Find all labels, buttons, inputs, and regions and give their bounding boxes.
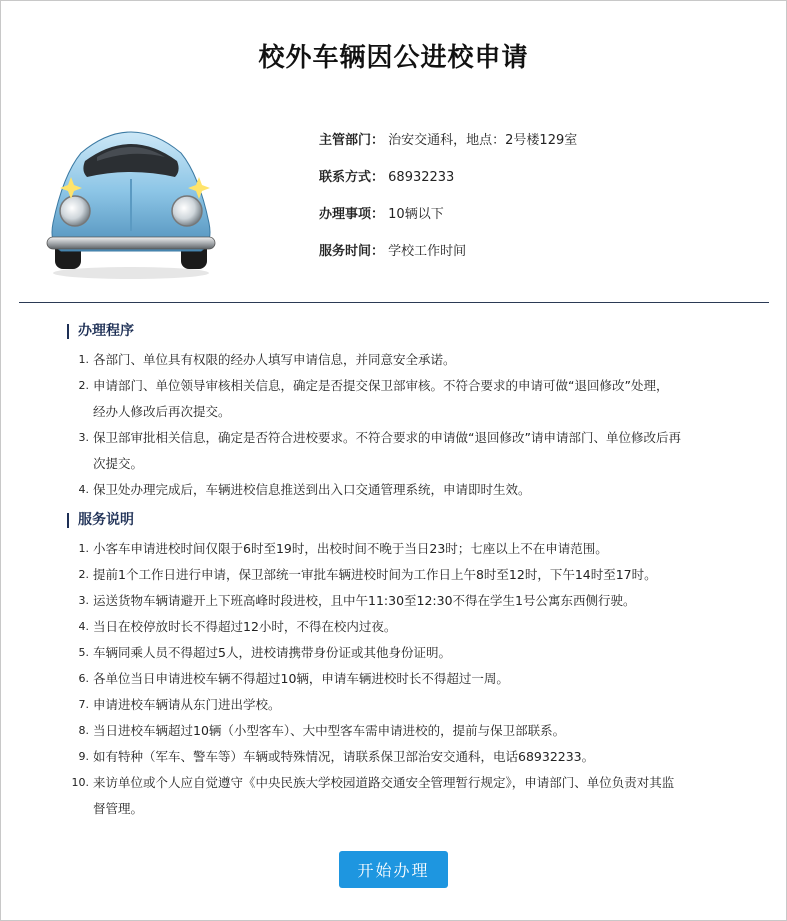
list-number: 1. (78, 353, 89, 366)
list-number: 4. (78, 483, 89, 496)
list-item (78, 347, 743, 373)
list-text: 保卫部审批相关信息，确定是否符合进校要求。不符合要求的申请做“退回修改”请申请部门、单位修改后再 (93, 430, 681, 445)
list-text: 提前1个工作日进行申请，保卫部统一审批车辆进校时间为工作日上午8时至12时，下午14时至17时。 (93, 567, 657, 582)
info-row-department (319, 129, 577, 166)
list-text: 当日在校停放时长不得超过12小时，不得在校内过夜。 (93, 619, 397, 634)
list-text: 各单位当日申请进校车辆不得超过10辆，申请车辆进校时长不得超过一周。 (93, 671, 509, 686)
list-number: 10. (71, 776, 89, 789)
list-item (78, 588, 743, 614)
procedure-section-title: 办理程序 (67, 324, 134, 339)
list-text-continued: 经办人修改后再次提交。 (93, 404, 231, 419)
list-number: 1. (78, 542, 89, 555)
info-row-matters (319, 203, 577, 240)
procedure-list (78, 347, 743, 503)
list-number: 7. (78, 698, 89, 711)
list-item (78, 373, 743, 425)
list-number: 3. (78, 431, 89, 444)
list-item (78, 744, 743, 770)
info-row-contact (319, 166, 577, 203)
list-item (78, 477, 743, 503)
car-icon (41, 113, 221, 283)
list-text: 当日进校车辆超过10辆（小型客车）、大中型客车需申请进校的，提前与保卫部联系。 (93, 723, 566, 738)
list-item (78, 692, 743, 718)
list-number: 3. (78, 594, 89, 607)
info-label: 主管部门： (319, 133, 385, 148)
list-number: 2. (78, 568, 89, 581)
list-number: 2. (78, 379, 89, 392)
info-row-service-time (319, 240, 577, 277)
list-item (71, 770, 743, 822)
list-text: 车辆同乘人员不得超过5人，进校请携带身份证或其他身份证明。 (93, 645, 451, 660)
list-number: 8. (78, 724, 89, 737)
list-item (78, 640, 743, 666)
list-text-continued: 次提交。 (93, 456, 144, 471)
list-item (78, 666, 743, 692)
info-value: 68932233 (388, 170, 455, 185)
list-text-continued: 督管理。 (93, 801, 144, 816)
info-value: 10辆以下 (388, 207, 444, 222)
info-label: 服务时间： (319, 244, 385, 259)
list-text: 小客车申请进校时间仅限于6时至19时，出校时间不晚于当日23时；七座以上不在申请范围。 (93, 541, 608, 556)
list-number: 6. (78, 672, 89, 685)
list-item (78, 614, 743, 640)
info-value: 治安交通科，地点：2号楼129室 (388, 133, 578, 148)
list-text: 运送货物车辆请避开上下班高峰时段进校，且中午11:30至12:30不得在学生1号公寓东西侧行驶。 (93, 593, 636, 608)
list-number: 4. (78, 620, 89, 633)
list-item (78, 536, 743, 562)
list-item (78, 562, 743, 588)
page-title: 校外车辆因公进校申请 (258, 43, 529, 73)
list-item (78, 425, 743, 477)
service-section-title: 服务说明 (67, 513, 134, 528)
list-text: 申请进校车辆请从东门进出学校。 (93, 697, 281, 712)
list-text: 来访单位或个人应自觉遵守《中央民族大学校园道路交通安全管理暂行规定》，申请部门、单位负责对其监 (93, 775, 675, 790)
info-label: 联系方式： (319, 170, 385, 185)
info-label: 办理事项： (319, 207, 385, 222)
header-divider (19, 302, 769, 303)
list-text: 各部门、单位具有权限的经办人填写申请信息，并同意安全承诺。 (93, 352, 456, 367)
info-value: 学校工作时间 (388, 244, 467, 259)
list-text: 申请部门、单位领导审核相关信息，确定是否提交保卫部审核。不符合要求的申请可做“退回修改”处理， (93, 378, 669, 393)
list-number: 5. (78, 646, 89, 659)
start-button[interactable]: 开始办理 (339, 851, 448, 888)
department-info (319, 129, 577, 277)
list-text: 保卫处办理完成后，车辆进校信息推送到出入口交通管理系统，申请即时生效。 (93, 482, 531, 497)
list-text: 如有特种（军车、警车等）车辆或特殊情况，请联系保卫部治安交通科，电话68932233。 (93, 749, 595, 764)
service-list (71, 536, 743, 822)
list-item (78, 718, 743, 744)
list-number: 9. (78, 750, 89, 763)
